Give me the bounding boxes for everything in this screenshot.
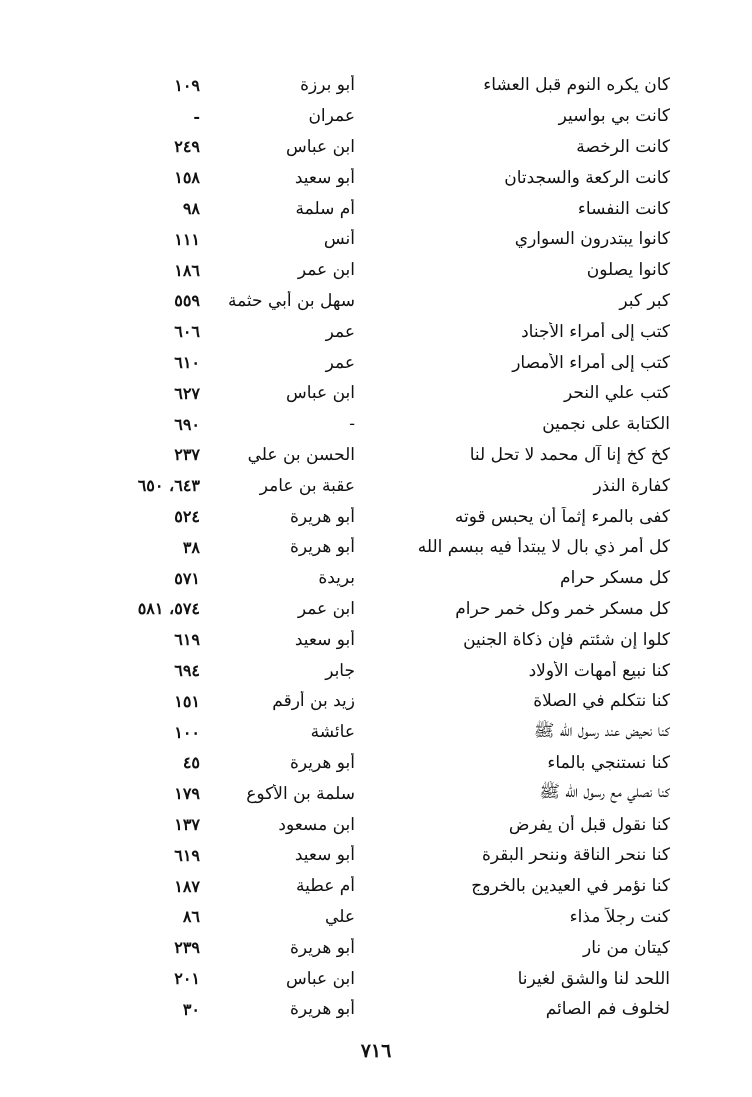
narrator-name: عمر	[325, 321, 355, 342]
hadith-text: كنا نتكلم في الصلاة	[533, 691, 670, 712]
page-reference: ٥٢٤	[174, 507, 200, 527]
page-reference: ٨٦	[182, 907, 200, 927]
narrator-name: علي	[325, 906, 355, 927]
hadith-text: كنا نقول قبل أن يفرض	[508, 814, 670, 835]
hadith-text: لخلوف فم الصائم	[545, 999, 670, 1020]
page-reference: ١٠٠	[174, 722, 200, 742]
page-reference: ١١١	[174, 229, 200, 249]
narrator-name: بريدة	[318, 568, 355, 589]
narrator-name: ابن عباس	[285, 383, 355, 404]
index-row	[95, 717, 670, 748]
hadith-text: كانت بي بواسير	[558, 106, 670, 127]
hadith-text: الكتابة على نجمين	[542, 414, 670, 435]
page-reference: ١٣٧	[174, 815, 200, 835]
hadith-text: كانوا يصلون	[586, 260, 670, 281]
hadith-text: كنا نحيض عند رسول الله ﷺ	[533, 720, 670, 741]
narrator-name: أبو هريرة	[289, 752, 355, 773]
page-reference: ٦٢٧	[174, 383, 200, 403]
page-reference: ٥٧٤، ٥٨١	[137, 599, 200, 619]
index-row	[95, 440, 670, 471]
index-row	[95, 162, 670, 193]
page-reference: ٦١٠	[174, 353, 200, 373]
page-reference: ١٨٧	[174, 876, 200, 896]
hadith-text: كفى بالمرء إثماً أن يحبس قوته	[454, 506, 670, 527]
hadith-text: كنا ننحر الناقة وننحر البقرة	[481, 845, 670, 866]
narrator-name: أنس	[323, 229, 355, 250]
page-reference: ٣٨	[182, 537, 200, 557]
index-row	[95, 378, 670, 409]
page-reference: ٢٣٧	[174, 445, 200, 465]
hadith-text: كنا نستنجي بالماء	[547, 752, 670, 773]
narrator-name: عقبة بن عامر	[259, 475, 355, 496]
narrator-name: أم سلمة	[295, 198, 355, 219]
index-row	[95, 686, 670, 717]
narrator-name: الحسن بن علي	[247, 444, 355, 465]
narrator-name: أبو سعيد	[294, 629, 355, 650]
narrator-name: ابن عمر	[297, 260, 355, 281]
index-row	[95, 532, 670, 563]
narrator-name: أبو هريرة	[289, 506, 355, 527]
narrator-name: جابر	[325, 660, 355, 681]
hadith-text: كانت الركعة والسجدتان	[504, 167, 670, 188]
hadith-text: كلوا إن شئتم فإن ذكاة الجنين	[463, 629, 670, 650]
page-reference: ٦٩٠	[174, 414, 200, 434]
index-row	[95, 778, 670, 809]
index-row	[95, 409, 670, 440]
hadith-text: اللحد لنا والشق لغيرنا	[517, 968, 670, 989]
index-row	[95, 70, 670, 101]
narrator-name: أبو برزة	[300, 75, 355, 96]
index-row	[95, 809, 670, 840]
page-number: ٧١٦	[360, 1040, 392, 1062]
index-row	[95, 840, 670, 871]
page-reference: ١٧٩	[174, 784, 200, 804]
narrator-name: سلمة بن الأكوع	[246, 783, 355, 804]
page-reference: -	[193, 106, 200, 126]
narrator-name: أبو سعيد	[294, 845, 355, 866]
index-row	[95, 655, 670, 686]
page-reference: ١٥٨	[174, 168, 200, 188]
index-row	[95, 101, 670, 132]
narrator-name: أبو سعيد	[294, 167, 355, 188]
narrator-name: أبو هريرة	[289, 537, 355, 558]
hadith-text: كيتان من نار	[583, 937, 670, 958]
page-reference: ١٨٦	[174, 260, 200, 280]
page-reference: ١٥١	[174, 691, 200, 711]
narrator-name: ابن عباس	[285, 968, 355, 989]
hadith-text: كتب علي النحر	[563, 383, 670, 404]
narrator-name: ابن مسعود	[278, 814, 355, 835]
narrator-name: -	[349, 414, 355, 435]
page-reference: ٦٩٤	[174, 661, 200, 681]
page-reference: ٥٥٩	[174, 291, 200, 311]
index-row	[95, 748, 670, 779]
hadith-index-table	[95, 70, 670, 1025]
narrator-name: أبو هريرة	[289, 937, 355, 958]
page-reference: ٣٠	[182, 999, 200, 1019]
page-reference: ٦٠٦	[174, 322, 200, 342]
hadith-text: كل مسكر حرام	[560, 568, 670, 589]
hadith-text: كخ كخ إنا آل محمد لا تحل لنا	[469, 444, 670, 465]
hadith-text: كانوا يبتدرون السواري	[514, 229, 670, 250]
narrator-name: سهل بن أبي حثمة	[227, 290, 355, 311]
hadith-text: كل أمر ذي بال لا يبتدأ فيه ببسم الله	[417, 537, 670, 558]
narrator-name: عمر	[325, 352, 355, 373]
index-row	[95, 193, 670, 224]
index-row	[95, 594, 670, 625]
hadith-text: كنا نبيع أمهات الأولاد	[528, 660, 670, 681]
hadith-text: كان يكره النوم قبل العشاء	[483, 75, 670, 96]
page-reference: ٢٣٩	[174, 938, 200, 958]
narrator-name: عمران	[308, 106, 355, 127]
index-row	[95, 902, 670, 933]
narrator-name: أم عطية	[296, 876, 355, 897]
page-reference: ١٠٩	[174, 75, 200, 95]
page-reference: ٤٥	[182, 753, 200, 773]
narrator-name: زيد بن أرقم	[272, 691, 355, 712]
narrator-name: عائشة	[310, 722, 355, 743]
page-reference: ٩٨	[182, 199, 200, 219]
page-reference: ٦١٩	[174, 845, 200, 865]
hadith-text: كنا نصلي مع رسول الله ﷺ	[539, 782, 670, 803]
hadith-text: كتب إلى أمراء الأجناد	[521, 321, 670, 342]
index-row	[95, 255, 670, 286]
index-row	[95, 286, 670, 317]
index-row	[95, 563, 670, 594]
index-row	[95, 501, 670, 532]
page-reference: ٥٧١	[174, 568, 200, 588]
hadith-text: كتب إلى أمراء الأمصار	[512, 352, 670, 373]
index-row	[95, 316, 670, 347]
hadith-text: كفارة النذر	[593, 475, 670, 496]
index-row	[95, 624, 670, 655]
index-row	[95, 347, 670, 378]
hadith-text: كانت الرخصة	[576, 136, 670, 157]
index-row	[95, 132, 670, 163]
page-reference: ٢٤٩	[174, 137, 200, 157]
index-row	[95, 470, 670, 501]
hadith-text: كنت رجلاً مذاء	[569, 906, 670, 927]
page-reference: ٢٠١	[174, 969, 200, 988]
page-reference: ٦٤٣، ٦٥٠	[137, 476, 200, 496]
index-row	[95, 963, 670, 994]
hadith-text: كل مسكر خمر وكل خمر حرام	[455, 598, 670, 619]
hadith-text: كبر كبر	[619, 290, 670, 311]
hadith-text: كنا نؤمر في العيدين بالخروج	[471, 876, 670, 897]
index-row	[95, 871, 670, 902]
narrator-name: ابن عباس	[285, 136, 355, 157]
index-row	[95, 224, 670, 255]
index-row	[95, 994, 670, 1025]
hadith-text: كانت النفساء	[577, 198, 670, 219]
page-reference: ٦١٩	[174, 630, 200, 650]
index-row	[95, 932, 670, 963]
narrator-name: ابن عمر	[297, 598, 355, 619]
narrator-name: أبو هريرة	[289, 999, 355, 1020]
